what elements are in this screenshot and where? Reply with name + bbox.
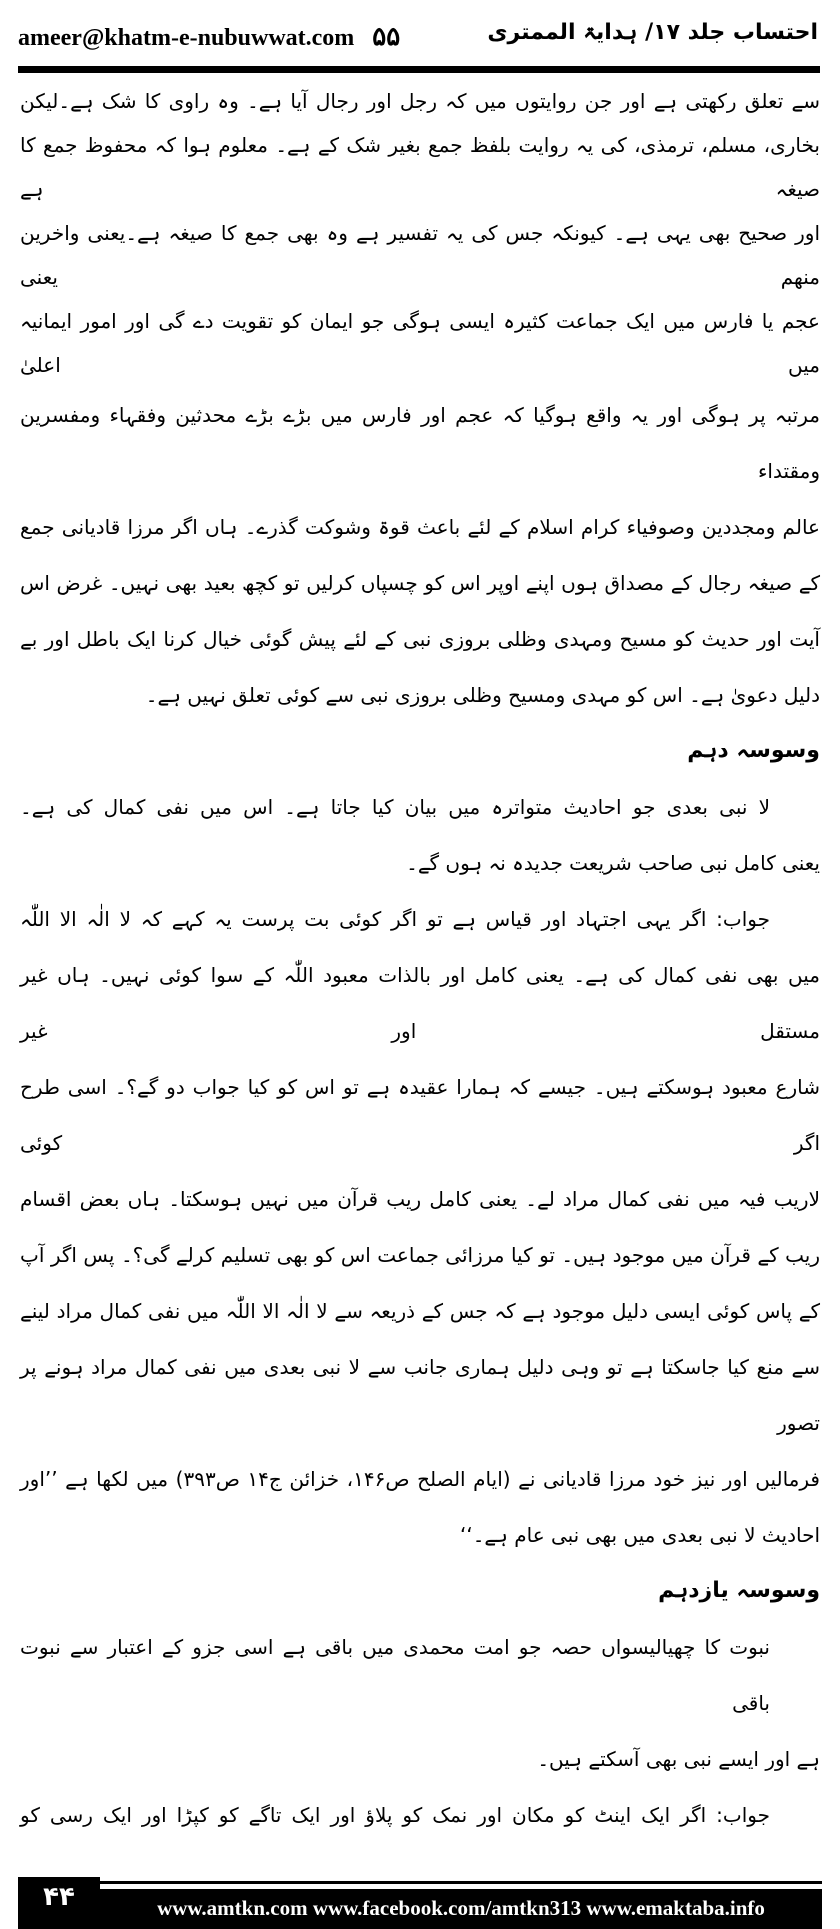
page-header <box>0 0 840 66</box>
text-line: عجم یا فارس میں ایک جماعت کثیرہ ایسی ہوگی جو ایمان کو تقویت دے گی اور امور ایمانیہ میں اعلیٰ <box>20 309 820 377</box>
section-heading: وسوسہ یازدہم <box>658 1578 820 1603</box>
text-line: بخاری، مسلم، ترمذی، کی یہ روایت بلفظ جمع بغیر شک کے ہے۔ معلوم ہوا کہ محفوظ جمع کا صیغہ ہے <box>20 133 820 201</box>
text-line: شارع معبود ہوسکتے ہیں۔ جیسے کہ ہمارا عقیدہ ہے تو اس کو کیا جواب دو گے؟۔ اسی طرح اگر کوئی <box>20 1075 820 1155</box>
footer-links: www.amtkn.com www.facebook.com/amtkn313 www.emaktaba.info <box>100 1889 822 1929</box>
header-page-number: ۵۵ <box>372 22 401 51</box>
text-line: ریب کے قرآن میں موجود ہیں۔ تو کیا مرزائی جماعت اس کو بھی تسلیم کرلے گی؟۔ پس اگر آپ <box>20 1243 820 1267</box>
text-line: جواب: اگر یہی اجتہاد اور قیاس ہے تو اگر کوئی بت پرست یہ کہے کہ لا الٰہ الا اللّٰہ <box>20 907 770 931</box>
text-line: دلیل دعویٰ ہے۔ اس کو مہدی ومسیح وظلی بروزی نبی سے کوئی تعلق نہیں ہے۔ <box>145 683 820 707</box>
text-line: سے تعلق رکھتی ہے اور جن روایتوں میں کہ رجل اور رجال آیا ہے۔ وہ راوی کا شک ہے۔لیکن <box>20 89 820 113</box>
text-line: جواب: اگر ایک اینٹ کو مکان اور نمک کو پلاؤ اور ایک تاگے کو کپڑا اور ایک رسی کو <box>20 1803 770 1827</box>
footer-page-number: ۴۴ <box>18 1877 100 1929</box>
text-line: کے صیغہ رجال کے مصداق ہوں اپنے اوپر اس کو چسپاں کرلیں تو کچھ بعید بھی نہیں۔ غرض اس <box>20 571 820 595</box>
text-line: نبوت کا چھیالیسواں حصہ جو امت محمدی میں باقی ہے اسی جزو کے اعتبار سے نبوت باقی <box>20 1635 770 1715</box>
text-line: اور صحیح بھی یہی ہے۔ کیونکہ جس کی یہ تفسیر ہے وہ بھی جمع کا صیغہ ہے۔یعنی واخرین منھم یعنی <box>20 221 820 289</box>
page-body <box>20 79 820 1843</box>
text-line: یعنی کامل نبی صاحب شریعت جدیدہ نہ ہوں گے۔ <box>406 851 820 875</box>
text-line: کے پاس کوئی ایسی دلیل موجود ہے کہ جس کے ذریعہ سے لا الٰہ الا اللّٰہ میں نفی کمال مراد لینے <box>20 1299 820 1323</box>
section-heading: وسوسہ دہم <box>687 738 820 763</box>
text-line: ہے اور ایسے نبی بھی آسکتے ہیں۔ <box>537 1747 820 1771</box>
text-line: میں بھی نفی کمال کی ہے۔ یعنی کامل اور بالذات معبود اللّٰہ کے سوا کوئی نہیں۔ ہاں غیر مستقل اور غیر <box>20 963 820 1043</box>
header-book-title: احتساب جلد ۱۷/ ہدایۃ الممتری <box>487 20 818 45</box>
text-line: عالم ومجددین وصوفیاء کرام اسلام کے لئے باعث قوۃ وشوکت گذرے۔ ہاں اگر مرزا قادیانی جمع <box>20 515 820 539</box>
header-rule <box>18 66 820 73</box>
text-line: فرمالیں اور نیز خود مرزا قادیانی نے (ایام الصلح ص۱۴۶، خزائن ج۱۴ ص۳۹۳) میں لکھا ہے ’’اور <box>20 1467 820 1491</box>
footer-rule <box>100 1881 822 1884</box>
text-line: لا نبی بعدی جو احادیث متواترہ میں بیان کیا جاتا ہے۔ اس میں نفی کمال کی ہے۔ <box>20 795 770 819</box>
page-footer <box>18 1877 822 1929</box>
text-line: لاریب فیہ میں نفی کمال مراد لے۔ یعنی کامل ریب قرآن میں نہیں ہوسکتا۔ ہاں بعض اقسام <box>20 1187 820 1211</box>
text-line: آیت اور حدیث کو مسیح ومہدی وظلی بروزی نبی کے لئے پیش گوئی خیال کرنا ایک باطل اور بے <box>20 627 820 651</box>
header-email <box>18 22 400 52</box>
text-line: سے منع کیا جاسکتا ہے تو وہی دلیل ہماری جانب سے لا نبی بعدی میں نفی کمال مراد ہونے پر تصور <box>20 1355 820 1435</box>
header-email-text: ameer@khatm-e-nubuwwat.com <box>18 25 355 51</box>
text-line: مرتبہ پر ہوگی اور یہ واقع ہوگیا کہ عجم اور فارس میں بڑے بڑے محدثین وفقہاء ومفسرین ومقتداء <box>20 403 820 483</box>
text-line: احادیث لا نبی بعدی میں بھی نبی عام ہے۔‘‘ <box>459 1523 820 1547</box>
